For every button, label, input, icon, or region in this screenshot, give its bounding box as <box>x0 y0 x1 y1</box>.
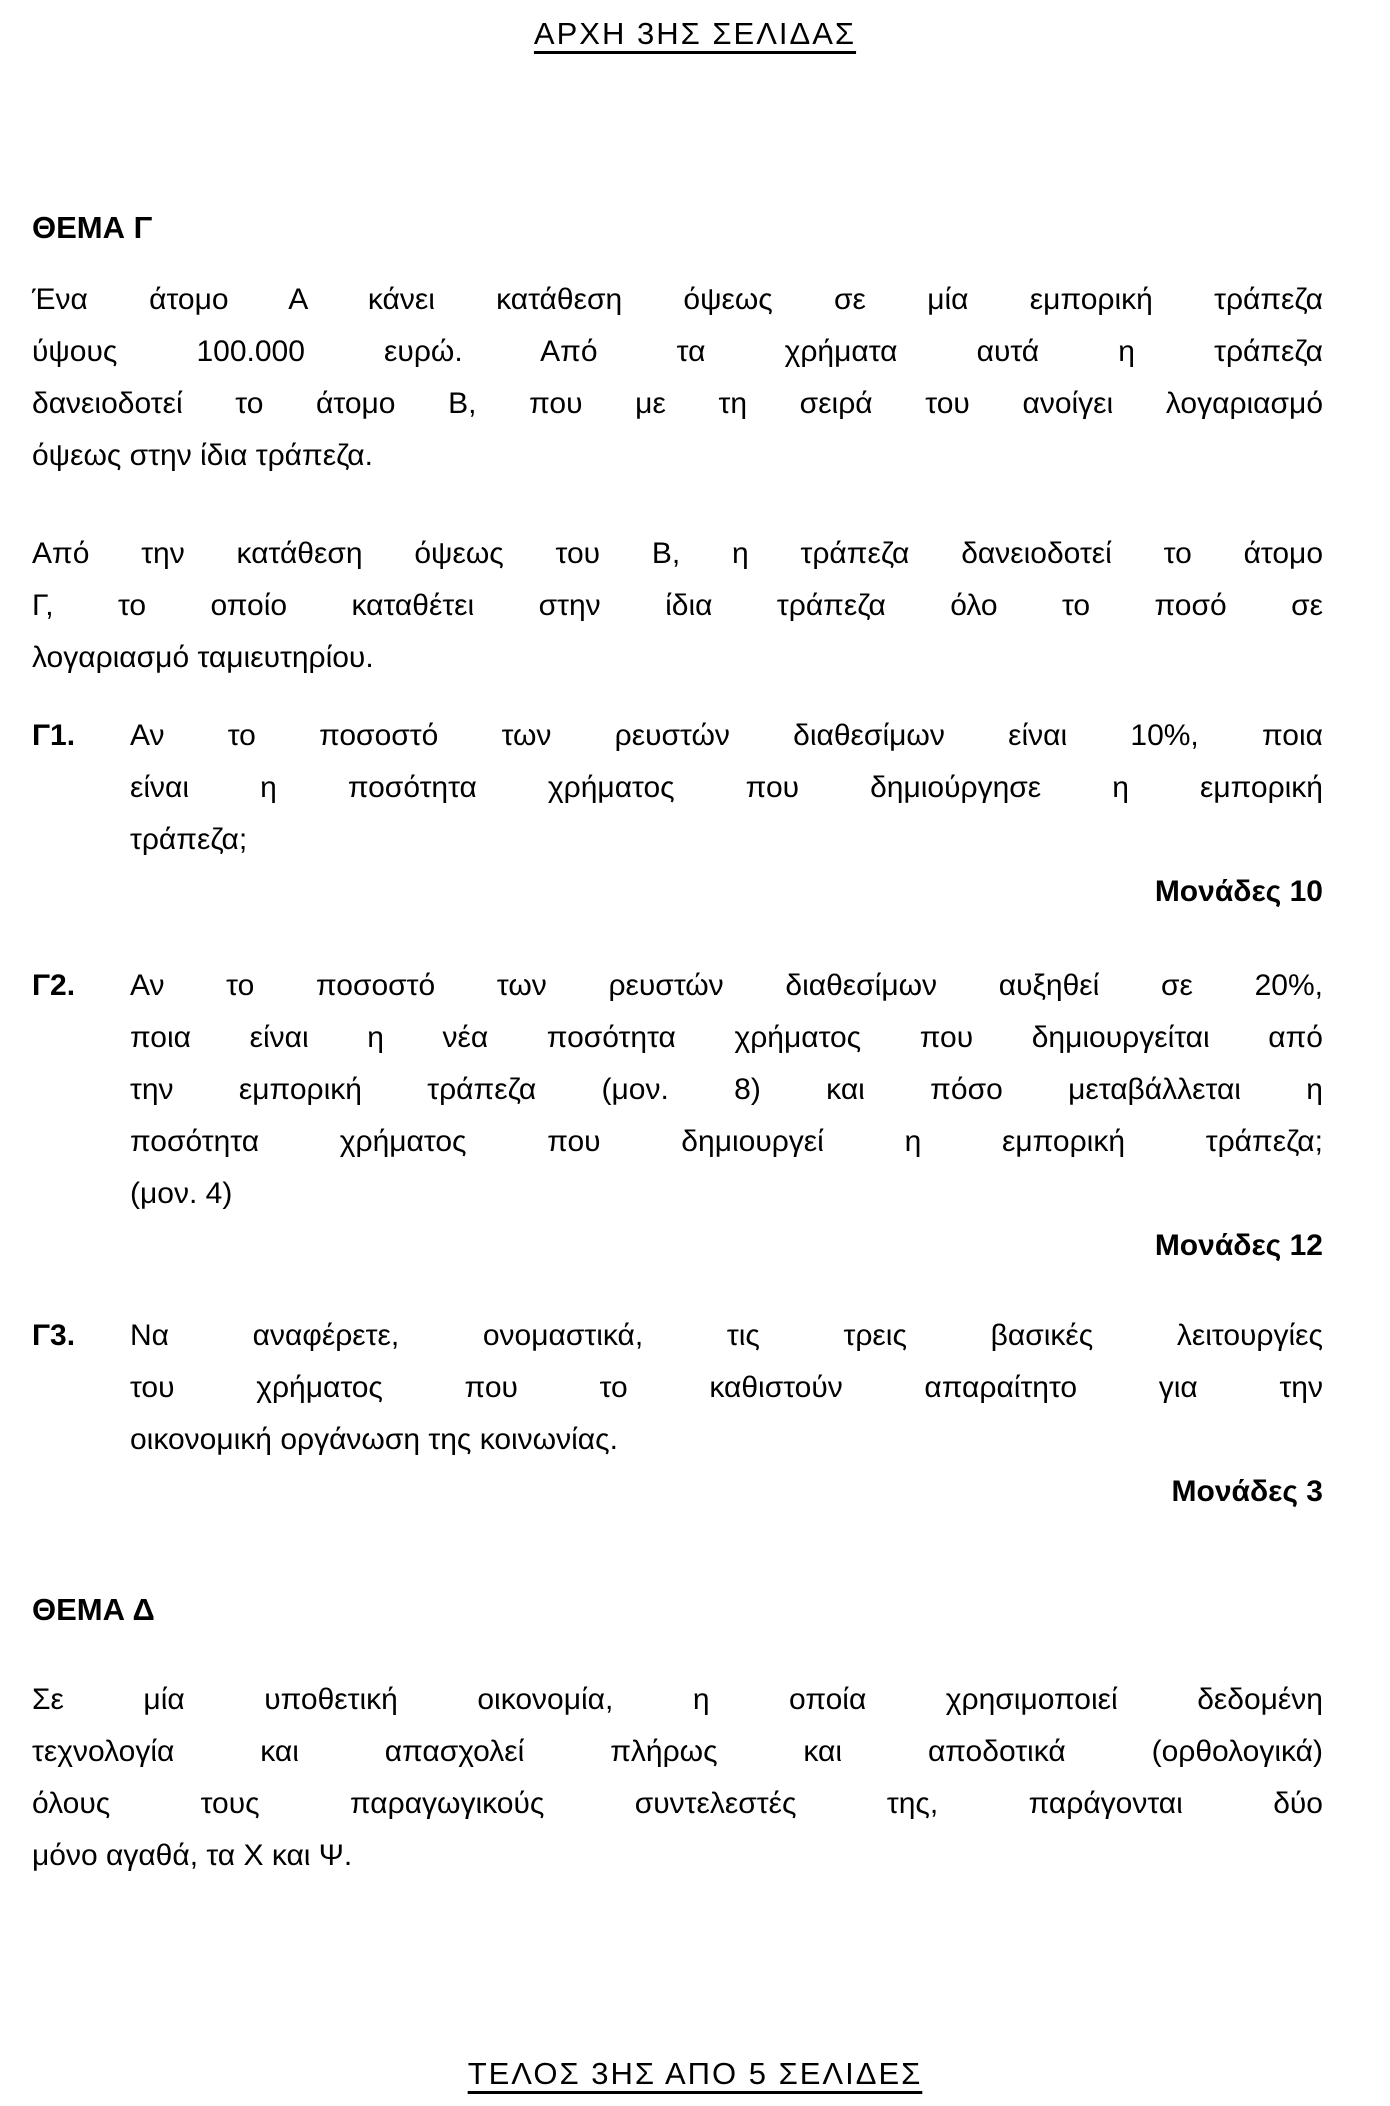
text-line: Ένα άτομο Α κάνει κατάθεση όψεως σε μία εμπορική τράπεζα <box>32 283 1323 316</box>
text-line: ποια είναι η νέα ποσότητα χρήματος που δημιουργείται από <box>130 1021 1323 1054</box>
question-c1-label: Γ1. <box>32 719 76 752</box>
text-line: την εμπορική τράπεζα (μον. 8) και πόσο μεταβάλλεται η <box>130 1073 1323 1106</box>
question-c2-text <box>130 960 1323 1220</box>
question-c2-points: Μονάδες 12 <box>1154 1229 1323 1262</box>
theme-c-title: ΘΕΜΑ Γ <box>32 210 153 245</box>
page-footer <box>0 2048 1390 2100</box>
question-c2 <box>32 960 1323 1272</box>
text-line: δανειοδοτεί το άτομο Β, που με τη σειρά του ανοίγει λογαριασμό <box>32 387 1323 420</box>
question-c3 <box>32 1310 1323 1518</box>
question-c1-text <box>130 710 1323 866</box>
question-c1-points: Μονάδες 10 <box>1154 875 1323 908</box>
question-c2-label: Γ2. <box>32 969 76 1002</box>
question-c1 <box>32 710 1323 918</box>
text-line: του χρήματος που το καθιστούν απαραίτητο για την <box>130 1371 1323 1404</box>
text-line: όλους τους παραγωγικούς συντελεστές της, παράγονται δύο <box>32 1787 1323 1820</box>
text-line: (μον. 4) <box>130 1177 233 1210</box>
text-line: λογαριασμό ταμιευτηρίου. <box>32 641 374 674</box>
text-line: Αν το ποσοστό των ρευστών διαθεσίμων είναι 10%, ποια <box>130 719 1323 752</box>
page-header-text: ΑΡΧΗ 3ΗΣ ΣΕΛΙΔΑΣ <box>533 16 857 51</box>
text-line: μόνο αγαθά, τα Χ και Ψ. <box>32 1839 353 1872</box>
question-c2-body <box>130 960 1323 1272</box>
text-line: είναι η ποσότητα χρήματος που δημιούργησε η εμπορική <box>130 771 1323 804</box>
text-line: τεχνολογία και απασχολεί πλήρως και αποδοτικά (ορθολογικά) <box>32 1735 1323 1768</box>
theme-d-intro-paragraph <box>32 1674 1323 1882</box>
question-c3-points: Μονάδες 3 <box>1171 1475 1323 1508</box>
theme-c-intro-paragraph-1 <box>32 274 1323 482</box>
text-line: Γ, το οποίο καταθέτει στην ίδια τράπεζα όλο το ποσό σε <box>32 589 1323 622</box>
question-c3-label: Γ3. <box>32 1319 76 1352</box>
text-line: Από την κατάθεση όψεως του Β, η τράπεζα δανειοδοτεί το άτομο <box>32 537 1323 570</box>
text-line: τράπεζα; <box>130 823 248 856</box>
text-line: όψεως στην ίδια τράπεζα. <box>32 439 373 472</box>
text-line: Να αναφέρετε, ονομαστικά, τις τρεις βασικές λειτουργίες <box>130 1319 1323 1352</box>
page-footer-text: ΤΕΛΟΣ 3ΗΣ ΑΠΟ 5 ΣΕΛΙΔΕΣ <box>467 2056 923 2091</box>
text-line: Σε μία υποθετική οικονομία, η οποία χρησιμοποιεί δεδομένη <box>32 1683 1323 1716</box>
text-line: ποσότητα χρήματος που δημιουργεί η εμπορική τράπεζα; <box>130 1125 1323 1158</box>
theme-c-intro-paragraph-2 <box>32 528 1323 684</box>
text-line: οικονομική οργάνωση της κοινωνίας. <box>130 1423 618 1456</box>
theme-d-title: ΘΕΜΑ Δ <box>32 1592 155 1627</box>
question-c3-body <box>130 1310 1323 1518</box>
question-c1-body <box>130 710 1323 918</box>
text-line: ύψους 100.000 ευρώ. Από τα χρήματα αυτά η τράπεζα <box>32 335 1323 368</box>
page-header <box>0 0 1390 60</box>
question-c3-text <box>130 1310 1323 1466</box>
text-line: Αν το ποσοστό των ρευστών διαθεσίμων αυξηθεί σε 20%, <box>130 969 1323 1002</box>
